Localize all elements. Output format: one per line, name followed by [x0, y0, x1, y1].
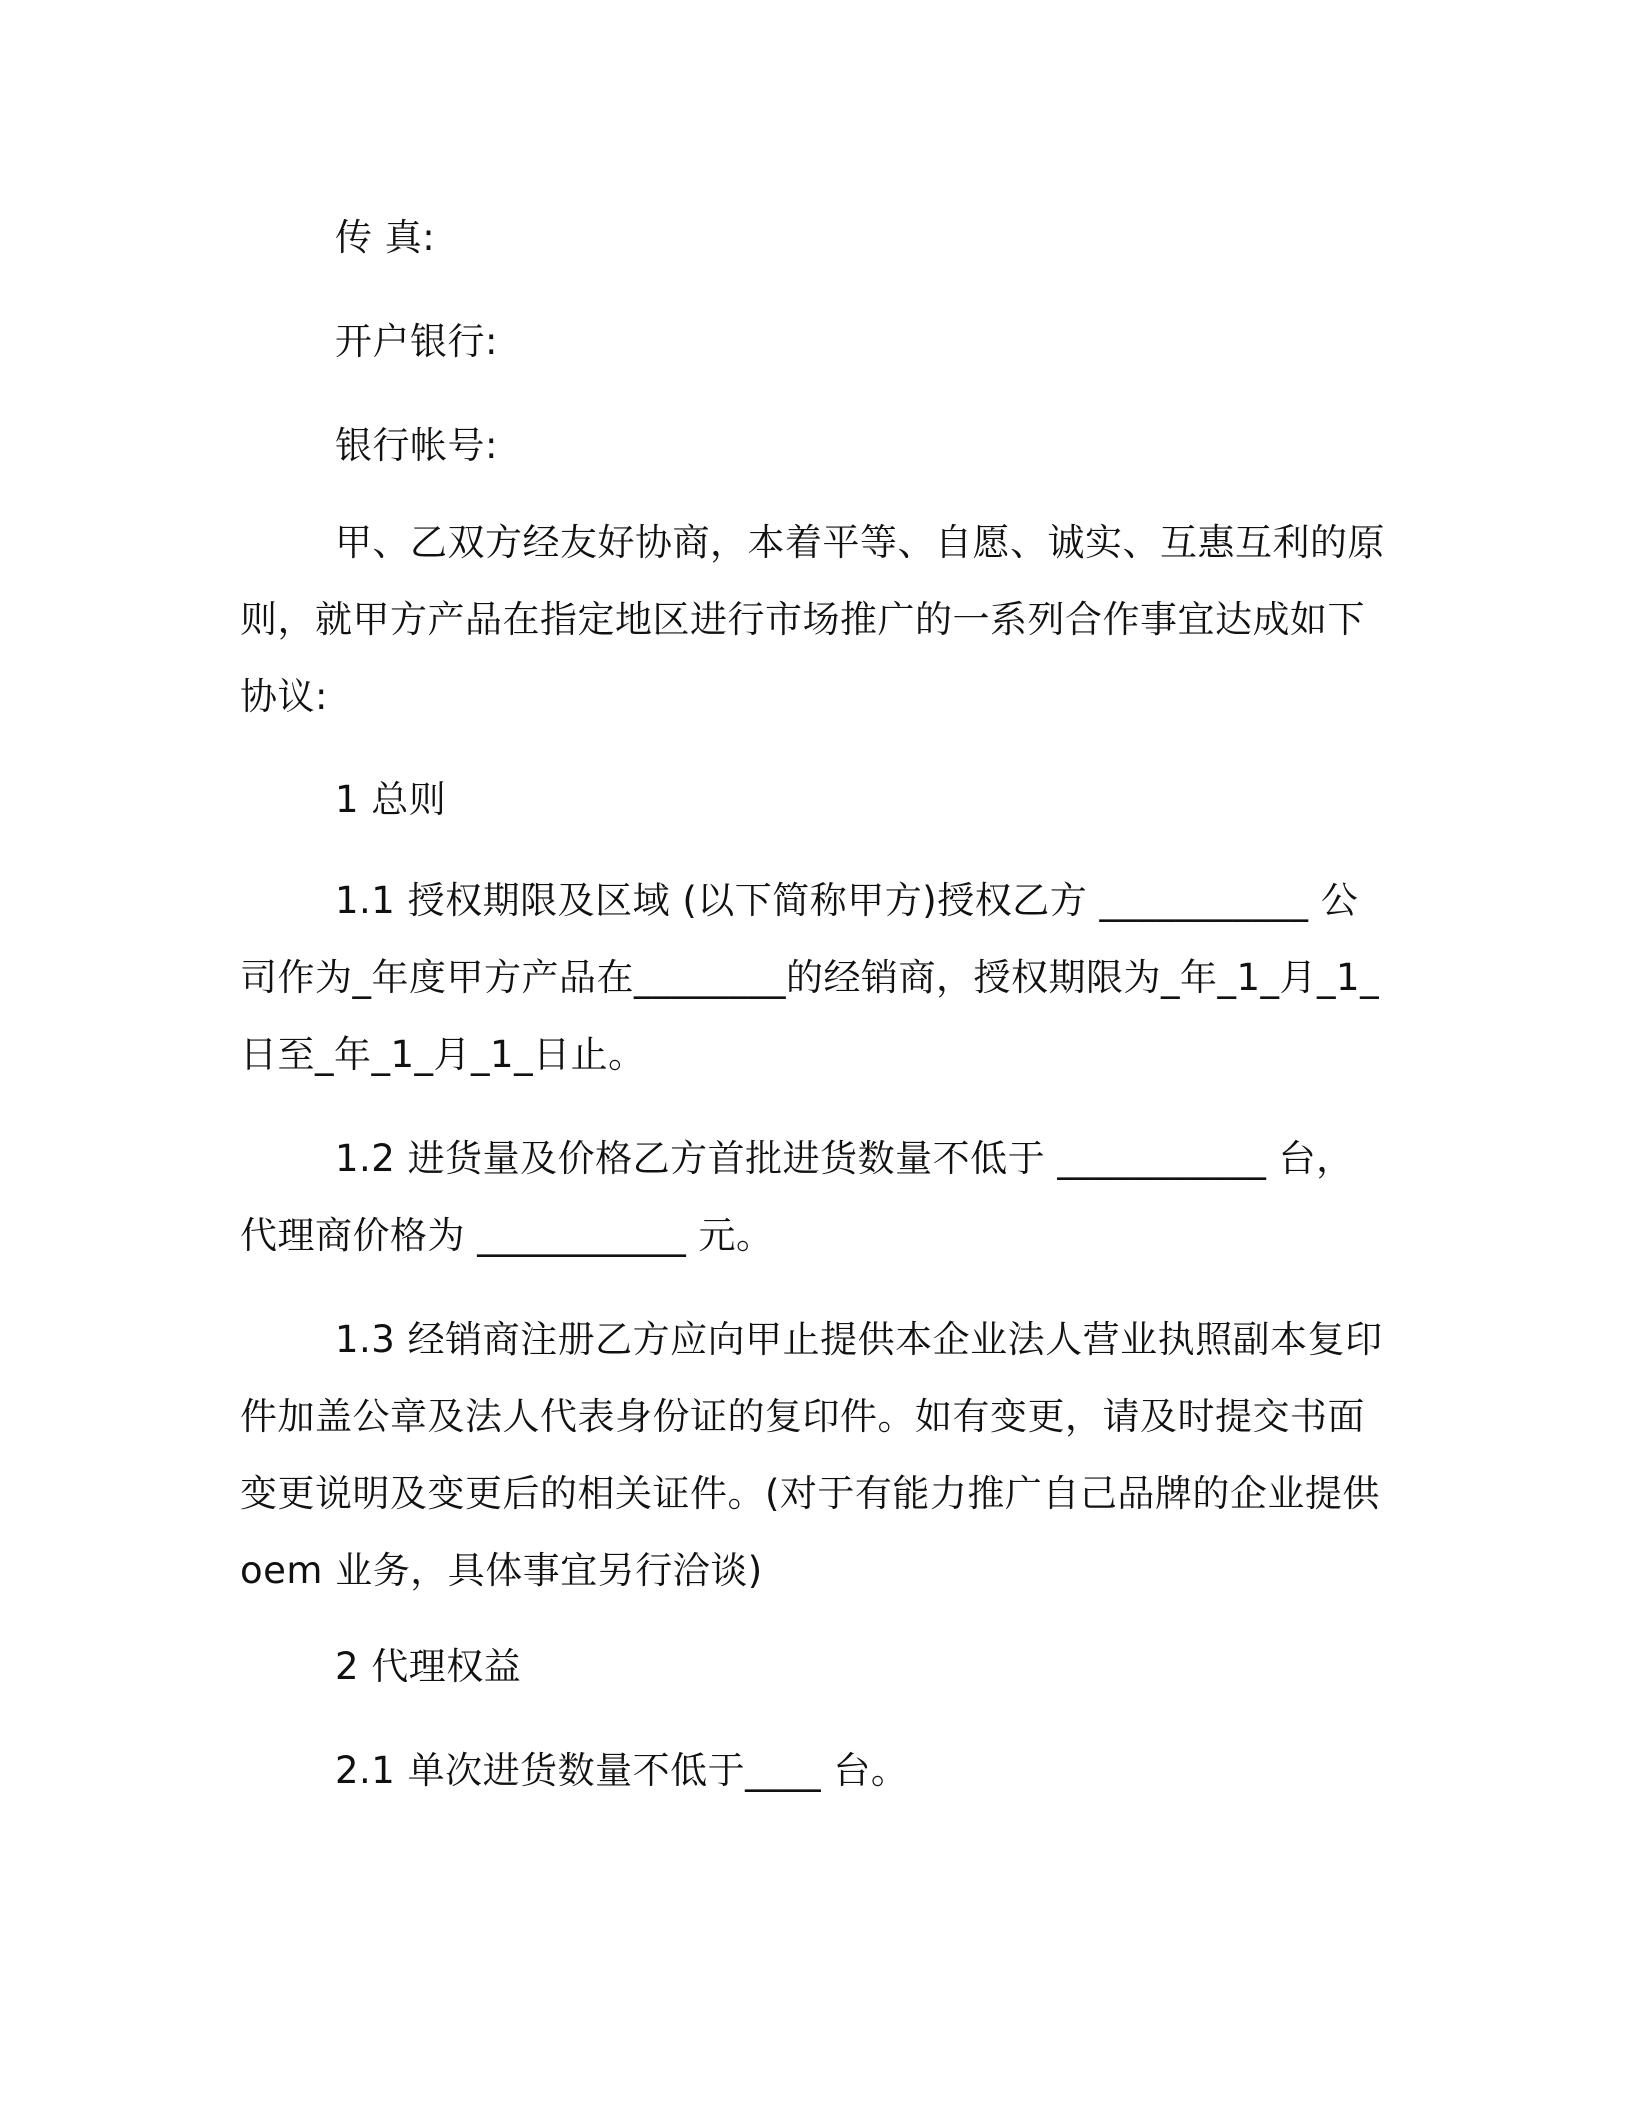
intro-paragraph: 甲、乙双方经友好协商，本着平等、自愿、诚实、互惠互利的原则，就甲方产品在指定地区进行市场推广的一系列合作事宜达成如下协议:: [240, 521, 1385, 718]
bank-field-label: 开户银行:: [335, 320, 498, 363]
section-1-heading: 1 总则: [335, 778, 447, 821]
clause-2-1: 2.1 单次进货数量不低于____ 台。: [335, 1749, 909, 1792]
document-body: [240, 186, 1390, 1823]
clause-1-2: 1.2 进货量及价格乙方首批进货数量不低于 ___________ 台，代理商价格为 ___________ 元。: [240, 1137, 1354, 1257]
fax-field-label: 传 真:: [335, 216, 436, 259]
clause-1-1: 1.1 授权期限及区域 (以下简称甲方)授权乙方 ___________ 公司作为_年度甲方产品在________的经销商，授权期限为_年_1_月_1_日至_年_1_月_1_日止。: [240, 879, 1380, 1076]
account-field-label: 银行帐号:: [335, 424, 498, 467]
clause-1-3: 1.3 经销商注册乙方应向甲止提供本企业法人营业执照副本复印件加盖公章及法人代表身份证的复印件。如有变更，请及时提交书面变更说明及变更后的相关证件。(对于有能力推广自己品牌的企业提供oem 业务，具体事宜另行洽谈): [240, 1318, 1383, 1592]
section-2-heading: 2 代理权益: [335, 1645, 522, 1688]
